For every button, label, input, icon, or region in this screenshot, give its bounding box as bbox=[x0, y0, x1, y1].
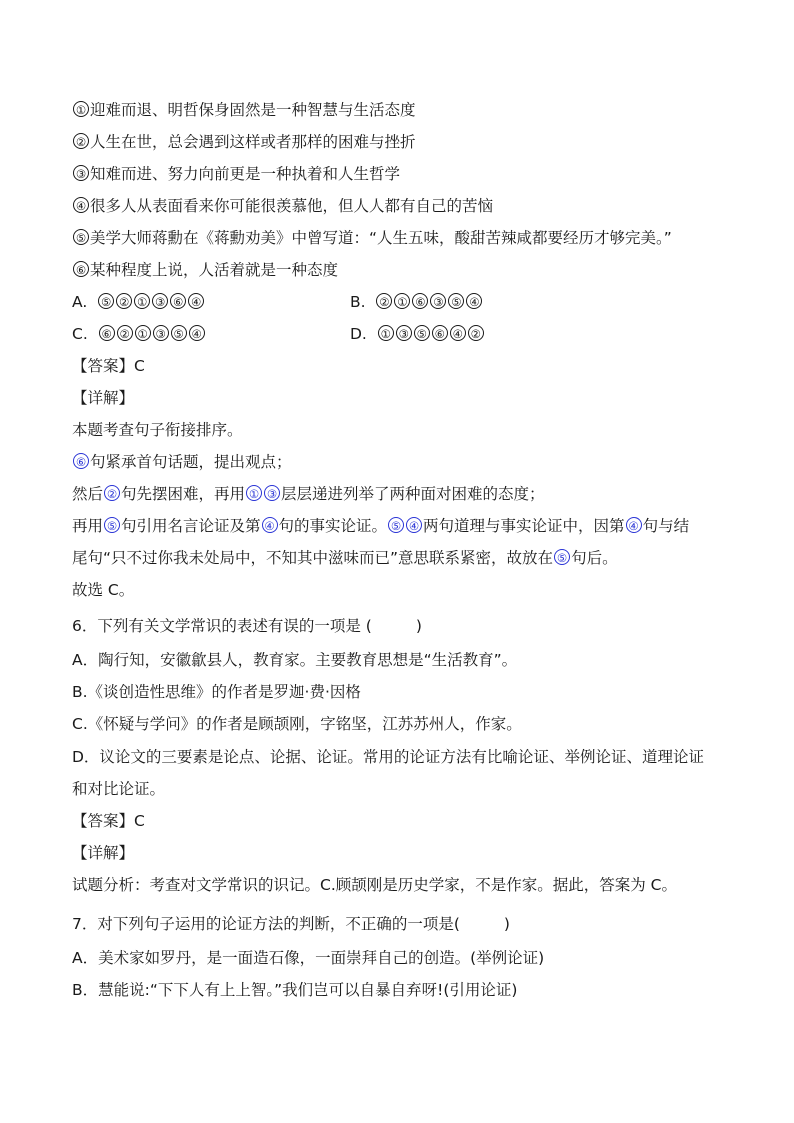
question-text: ) bbox=[415, 617, 422, 635]
circled-number: ② bbox=[104, 485, 120, 501]
option-label: B. bbox=[350, 293, 366, 311]
circled-number: ① bbox=[246, 485, 262, 501]
option-a bbox=[72, 290, 205, 314]
q6-option-d: D．议论文的三要素是论点、论据、论证。常用的论证方法有比喻论证、举例论证、道理论证 bbox=[72, 748, 704, 766]
detail-text: 尾句“只不过你我未处局中，不知其中滋味而已”意思联系紧密，故放在 bbox=[72, 549, 554, 567]
answer-label: 【答案】 bbox=[72, 357, 135, 375]
detail-text: 句的事实论证。 bbox=[278, 517, 388, 535]
sentence-text: 知难而进、努力向前更是一种执着和人生哲学 bbox=[90, 165, 401, 183]
circled-number: ② bbox=[117, 325, 133, 341]
circled-number: ③ bbox=[430, 293, 446, 309]
circled-number: ⑥ bbox=[73, 453, 89, 469]
question-text: 6．下列有关文学常识的表述有误的一项是 ( bbox=[72, 617, 372, 635]
circled-number: ⑤ bbox=[171, 325, 187, 341]
circled-number: ⑤ bbox=[414, 325, 430, 341]
circled-number: ③ bbox=[264, 485, 280, 501]
detail-text: 然后 bbox=[72, 485, 104, 503]
circled-number: ③ bbox=[152, 293, 168, 309]
detail-text: 句与结 bbox=[642, 517, 690, 535]
sentence-2 bbox=[72, 130, 416, 154]
circled-number: ⑤ bbox=[104, 517, 120, 533]
q5-detail-line1 bbox=[72, 450, 292, 474]
detail-text: 句引用名言论证及第 bbox=[121, 517, 261, 535]
circled-number: ③ bbox=[396, 325, 412, 341]
circled-number: ④ bbox=[189, 325, 205, 341]
circled-number: ② bbox=[73, 133, 89, 149]
circled-number: ④ bbox=[466, 293, 482, 309]
sentence-text: 人生在世，总会遇到这样或者那样的困难与挫折 bbox=[90, 133, 416, 151]
q5-detail-intro: 本题考查句子衔接排序。 bbox=[72, 421, 243, 439]
circled-number: ① bbox=[134, 293, 150, 309]
circled-number: ④ bbox=[262, 517, 278, 533]
detail-text: 句紧承首句话题，提出观点； bbox=[90, 453, 292, 471]
circled-number: ④ bbox=[626, 517, 642, 533]
circled-number: ⑥ bbox=[170, 293, 186, 309]
option-label: A. bbox=[72, 293, 88, 311]
question-text: 7．对下列句子运用的论证方法的判断，不正确的一项是( bbox=[72, 915, 460, 933]
circled-number: ② bbox=[116, 293, 132, 309]
circled-number: ④ bbox=[73, 197, 89, 213]
sentence-text: 某种程度上说，人活着就是一种态度 bbox=[90, 261, 339, 279]
answer-value: C bbox=[134, 357, 145, 375]
circled-number: ⑤ bbox=[73, 229, 89, 245]
q6-stem bbox=[72, 614, 422, 638]
detail-text: 两句道理与事实论证中，因第 bbox=[423, 517, 625, 535]
option-label: C. bbox=[72, 325, 88, 343]
circled-number: ⑤ bbox=[554, 549, 570, 565]
detail-text: 再用 bbox=[72, 517, 104, 535]
sentence-3 bbox=[72, 162, 400, 186]
circled-number: ⑤ bbox=[98, 293, 114, 309]
q5-detail-line3 bbox=[72, 514, 689, 538]
circled-number: ② bbox=[468, 325, 484, 341]
circled-number: ④ bbox=[406, 517, 422, 533]
sentence-4 bbox=[72, 194, 493, 218]
sentence-1 bbox=[72, 98, 416, 122]
option-c bbox=[72, 322, 206, 346]
detail-text: 句先摆困难，再用 bbox=[121, 485, 246, 503]
circled-number: ⑥ bbox=[432, 325, 448, 341]
circled-number: ④ bbox=[450, 325, 466, 341]
q6-answer bbox=[72, 809, 145, 833]
q5-conclusion: 故选 C。 bbox=[72, 581, 135, 599]
answer-value: C bbox=[134, 812, 145, 830]
q5-detail-label: 【详解】 bbox=[72, 389, 135, 407]
sentence-text: 很多人从表面看来你可能很羡慕他，但人人都有自己的苦恼 bbox=[90, 197, 494, 215]
option-d bbox=[350, 322, 485, 346]
circled-number: ③ bbox=[73, 165, 89, 181]
answer-label: 【答案】 bbox=[72, 812, 135, 830]
q5-detail-line4 bbox=[72, 546, 618, 570]
circled-number: ⑥ bbox=[99, 325, 115, 341]
circled-number: ② bbox=[376, 293, 392, 309]
sentence-text: 迎难而退、明哲保身固然是一种智慧与生活态度 bbox=[90, 101, 416, 119]
q6-option-a: A．陶行知，安徽歙县人，教育家。主要教育思想是“生活教育”。 bbox=[72, 651, 518, 669]
detail-text: 层层递进列举了两种面对困难的态度； bbox=[281, 485, 545, 503]
q6-detail-label: 【详解】 bbox=[72, 844, 135, 862]
option-label: D. bbox=[350, 325, 367, 343]
q6-option-d-cont: 和对比论证。 bbox=[72, 780, 166, 798]
circled-number: ⑤ bbox=[388, 517, 404, 533]
q7-option-b: B．慧能说:“下下人有上上智。”我们岂可以自暴自弃呀!(引用论证) bbox=[72, 981, 518, 999]
circled-number: ① bbox=[394, 293, 410, 309]
circled-number: ⑥ bbox=[412, 293, 428, 309]
sentence-6 bbox=[72, 258, 338, 282]
q6-analysis: 试题分析：考查对文学常识的识记。C.顾颉刚是历史学家，不是作家。据此，答案为 C。 bbox=[72, 876, 678, 894]
circled-number: ① bbox=[73, 101, 89, 117]
q5-answer bbox=[72, 354, 145, 378]
circled-number: ③ bbox=[153, 325, 169, 341]
question-text: ) bbox=[503, 915, 510, 933]
sentence-text: 美学大师蒋勳在《蒋勳劝美》中曾写道：“人生五味，酸甜苦辣咸都要经历才够完美。” bbox=[90, 229, 672, 247]
q6-option-c: C.《怀疑与学问》的作者是顾颉刚，字铭坚，江苏苏州人，作家。 bbox=[72, 715, 522, 733]
circled-number: ⑤ bbox=[448, 293, 464, 309]
sentence-5 bbox=[72, 226, 672, 250]
q5-detail-line2 bbox=[72, 482, 545, 506]
q6-option-b: B.《谈创造性思维》的作者是罗迦·费·因格 bbox=[72, 683, 361, 701]
circled-number: ⑥ bbox=[73, 261, 89, 277]
option-b bbox=[350, 290, 483, 314]
circled-number: ① bbox=[378, 325, 394, 341]
q7-stem bbox=[72, 912, 510, 936]
circled-number: ④ bbox=[188, 293, 204, 309]
circled-number: ① bbox=[135, 325, 151, 341]
detail-text: 句后。 bbox=[571, 549, 618, 567]
q7-option-a: A．美术家如罗丹，是一面造石像，一面崇拜自己的创造。(举例论证) bbox=[72, 949, 545, 967]
